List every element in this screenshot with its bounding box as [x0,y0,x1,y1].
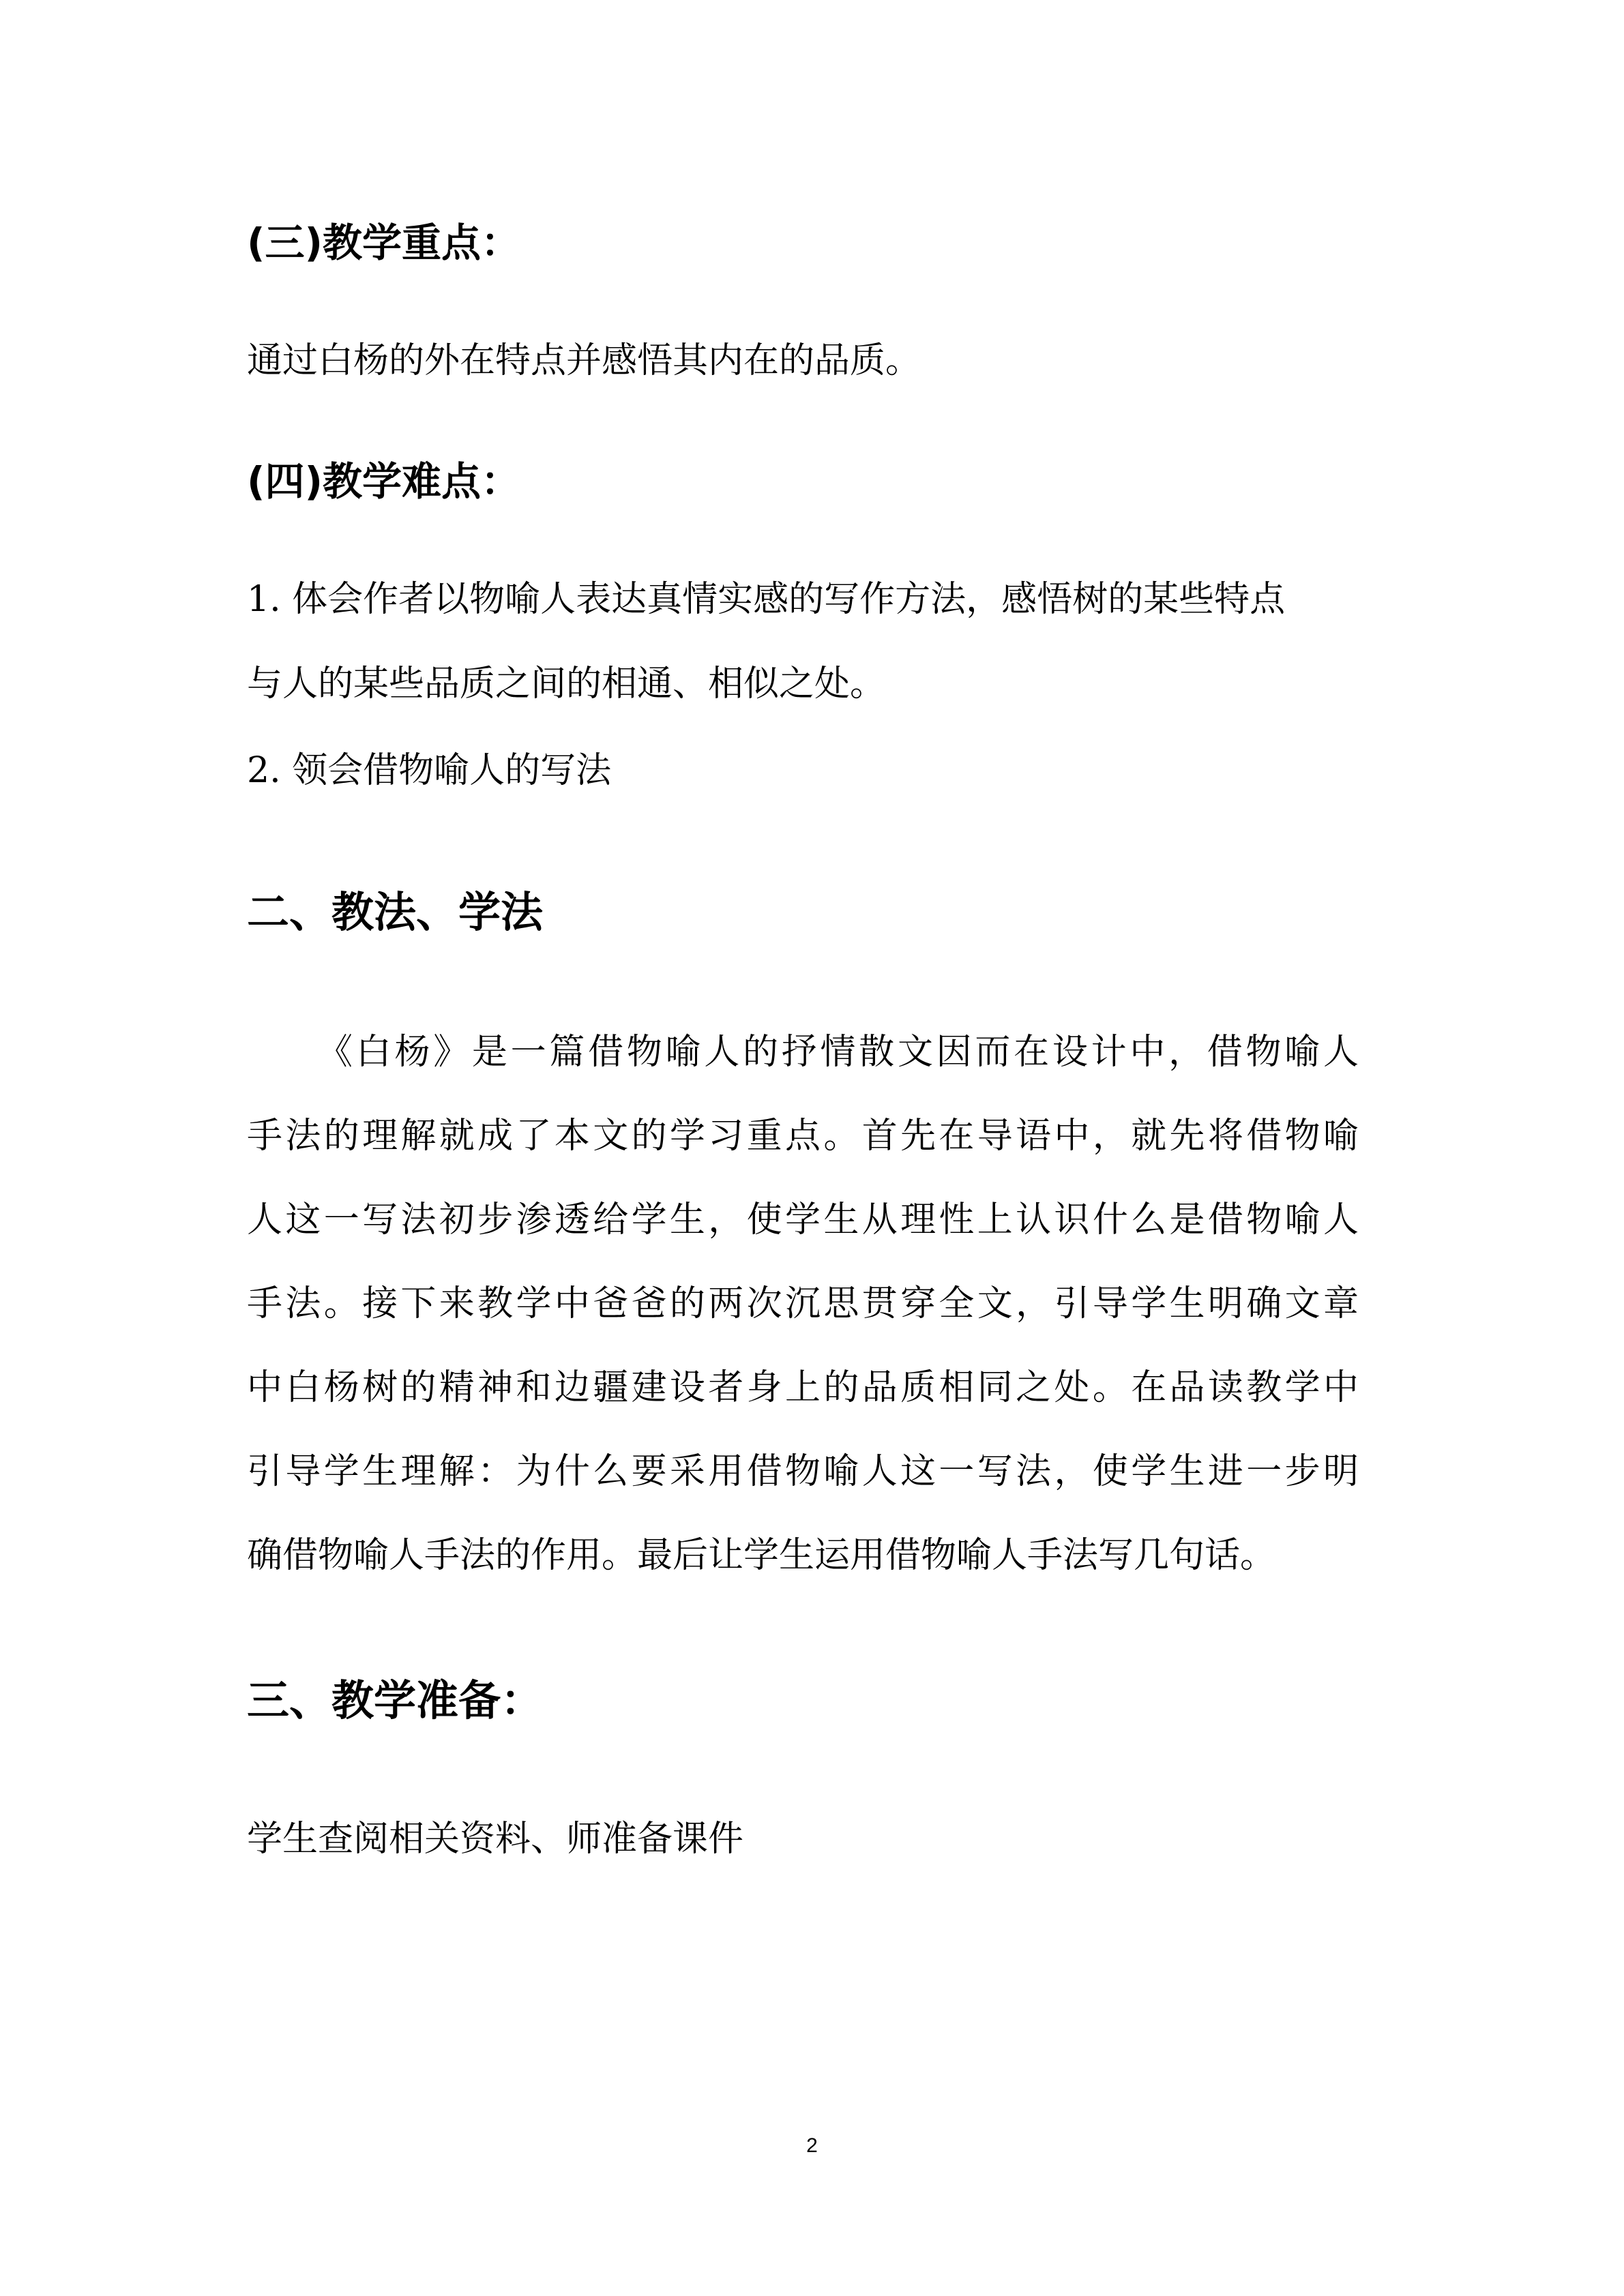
paragraph-line: 《白杨》是一篇借物喻人的抒情散文因而在设计中，借物喻人 [317,1032,1359,1073]
methods-heading: 二、教法、学法 [247,887,544,937]
paragraph-line: 手法的理解就成了本文的学习重点。首先在导语中，就先将借物喻 [247,1116,1359,1157]
paragraph-line: 手法。接下来教学中爸爸的两次沉思贯穿全文，引导学生明确文章 [247,1283,1359,1324]
page-number: 2 [806,2134,818,2157]
paragraph-line: 引导学生理解：为什么要采用借物喻人这一写法，使学生进一步明 [247,1451,1359,1492]
difficulty-item-1: 1. 体会作者以物喻人表达真情实感的写作方法，感悟树的某些特点 [247,579,1286,620]
focus-text: 通过白杨的外在特点并感悟其内在的品质。 [247,340,921,381]
difficulty-item-1-continued: 与人的某些品质之间的相通、相似之处。 [247,664,886,704]
preparation-text: 学生查阅相关资料、师准备课件 [247,1819,744,1860]
paragraph-line: 人这一写法初步渗透给学生，使学生从理性上认识什么是借物喻人 [247,1199,1359,1240]
difficulty-heading: (四)教学难点： [247,458,521,505]
preparation-heading: 三、教学准备： [247,1675,544,1725]
difficulty-item-2: 2. 领会借物喻人的写法 [247,750,612,791]
focus-heading: (三)教学重点： [247,220,521,266]
paragraph-line: 确借物喻人手法的作用。最后让学生运用借物喻人手法写几句话。 [247,1535,1276,1576]
paragraph-line: 中白杨树的精神和边疆建设者身上的品质相同之处。在品读教学中 [247,1367,1359,1408]
